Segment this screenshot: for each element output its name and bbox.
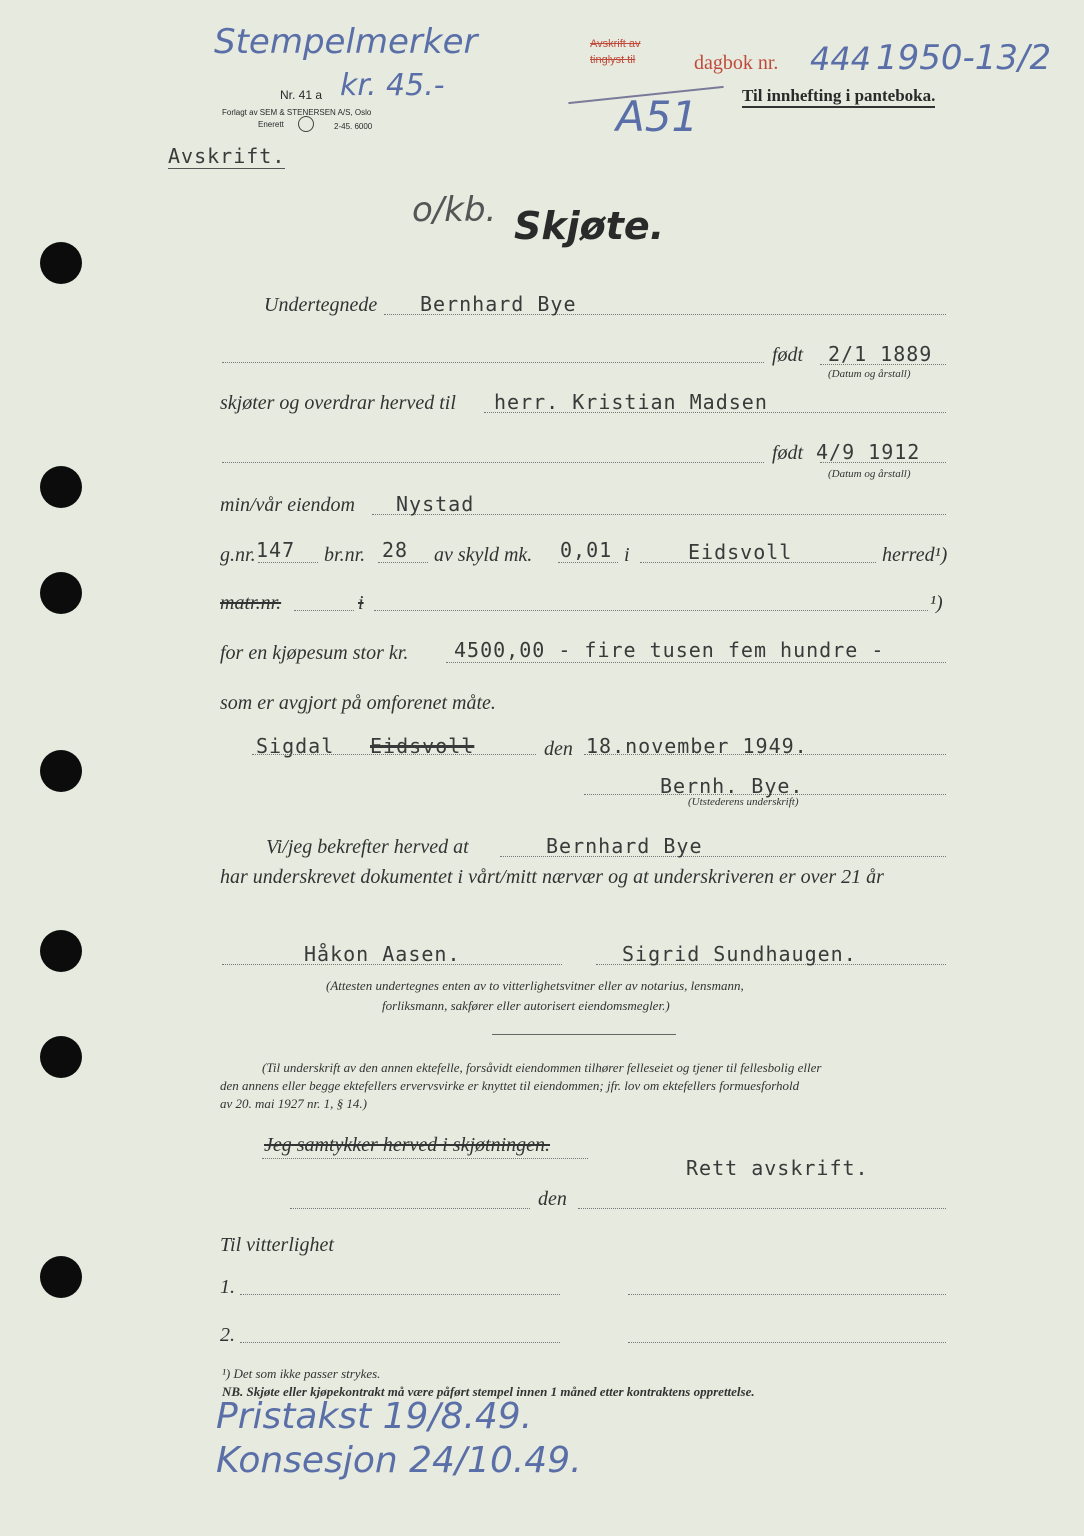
- publisher-logo: [298, 116, 314, 132]
- skyld-value: 0,01: [560, 538, 613, 562]
- settled-text: som er avgjort på omforenet måte.: [220, 692, 496, 714]
- publisher-line: 2-45. 6000: [334, 122, 373, 131]
- publisher-line: Forlagt av SEM & STENERSEN A/S, Oslo: [222, 108, 372, 117]
- gnr-label: g.nr.: [220, 544, 256, 566]
- price-label: for en kjøpesum stor kr.: [220, 642, 409, 664]
- brnr-label: br.nr.: [324, 544, 366, 566]
- buyer-dob: 4/9 1912: [816, 440, 921, 464]
- fodt-label: født: [772, 344, 804, 366]
- spouse-note: av 20. mai 1927 nr. 1, § 14.): [220, 1096, 367, 1111]
- place-struck: Eidsvoll: [370, 734, 475, 758]
- municipality: Eidsvoll: [688, 540, 793, 564]
- seller-signature: Bernh. Bye.: [660, 774, 804, 798]
- punch-hole: [40, 750, 82, 792]
- witness-1: Håkon Aasen.: [304, 942, 461, 966]
- footnote-mark: ¹): [930, 592, 943, 614]
- attest-note: forliksmann, sakfører eller autorisert eiendomsmegler.): [382, 998, 670, 1013]
- herred-label: herred¹): [882, 544, 948, 566]
- datum-hint: (Datum og årstall): [828, 368, 911, 380]
- stamp-amount: kr. 45.-: [340, 68, 445, 103]
- punch-hole: [40, 466, 82, 508]
- punch-hole: [40, 1036, 82, 1078]
- confirm-name: Bernhard Bye: [546, 834, 703, 858]
- signature-hint: (Utstederens underskrift): [688, 796, 799, 808]
- confirm-label: Vi/jeg bekrefter herved at: [266, 836, 469, 858]
- spouse-note: (Til underskrift av den annen ektefelle, forsåvidt eiendommen tilhører felleseiet og tjener til fellesbolig eller: [262, 1060, 822, 1075]
- skyld-label: av skyld mk.: [434, 544, 533, 566]
- punch-hole: [40, 242, 82, 284]
- datum-hint: (Datum og årstall): [828, 468, 911, 480]
- rett-avskrift: Rett avskrift.: [686, 1156, 869, 1180]
- i-label: i: [358, 592, 364, 614]
- handwritten-pristakst: Pristakst 19/8.49.: [216, 1396, 533, 1437]
- gnr-value: 147: [256, 538, 296, 562]
- punch-hole: [40, 930, 82, 972]
- handwritten-konsesjon: Konsesjon 24/10.49.: [216, 1440, 582, 1481]
- brnr-value: 28: [382, 538, 409, 562]
- consent-text: Jeg samtykker herved i skjøtningen.: [264, 1134, 551, 1156]
- confirm-text: har underskrevet dokumentet i vårt/mitt nærvær og at underskriveren er over 21 år: [220, 866, 884, 888]
- place: Sigdal: [256, 734, 335, 758]
- form-number: Nr. 41 a: [280, 88, 323, 102]
- matrnr-label: matr.nr.: [220, 592, 282, 614]
- price-value: 4500,00 - fire tusen fem hundre -: [454, 638, 885, 662]
- footnote: ¹) Det som ikke passer strykes.: [222, 1366, 381, 1381]
- attest-note: (Attesten undertegnes enten av to vitterlighetsvitner eller av notarius, lensmann,: [326, 978, 744, 993]
- property-label: min/vår eiendom: [220, 494, 355, 516]
- den-label: den: [544, 738, 573, 760]
- spouse-note: den annens eller begge ektefellers ervervsvirke er knyttet til eiendommen; jfr. lov om ektefellers formuesforhold: [220, 1078, 800, 1093]
- undertegnede-label: Undertegnede: [264, 294, 378, 316]
- witness-line-2: 2.: [220, 1324, 235, 1346]
- vitterlighet-label: Til vitterlighet: [220, 1234, 334, 1256]
- innhefting-label: Til innhefting i panteboka.: [742, 86, 935, 108]
- folio-number: A51: [616, 92, 699, 141]
- dagbok-number: 444: [810, 40, 872, 78]
- dagbok-label: dagbok nr.: [694, 52, 779, 74]
- i-label: i: [624, 544, 630, 566]
- transfer-label: skjøter og overdrar herved til: [220, 392, 456, 414]
- nb-note: NB. Skjøte eller kjøpekontrakt må være påført stempel innen 1 måned etter kontraktens opprettelse.: [222, 1384, 755, 1399]
- property-name: Nystad: [396, 492, 475, 516]
- publisher-line: Enerett: [258, 120, 284, 129]
- den-label: den: [538, 1188, 567, 1210]
- registry-struck: Avskrift av tinglyst til: [590, 38, 641, 66]
- punch-hole: [40, 572, 82, 614]
- punch-hole: [40, 1256, 82, 1298]
- witness-line-1: 1.: [220, 1276, 235, 1298]
- seller-dob: 2/1 1889: [828, 342, 933, 366]
- document-date: 18.november 1949.: [586, 734, 808, 758]
- buyer-name: herr. Kristian Madsen: [494, 390, 768, 414]
- dagbok-year-date: 1950-13/2: [876, 38, 1052, 78]
- seller-name: Bernhard Bye: [420, 292, 577, 316]
- initials: o/kb.: [412, 190, 497, 230]
- avskrift-label: Avskrift.: [168, 144, 286, 168]
- divider: [492, 1034, 676, 1035]
- witness-2: Sigrid Sundhaugen.: [622, 942, 857, 966]
- fodt-label: født: [772, 442, 804, 464]
- stamp-handwriting: Stempelmerker: [214, 22, 478, 62]
- document-title: Skjøte.: [514, 204, 665, 248]
